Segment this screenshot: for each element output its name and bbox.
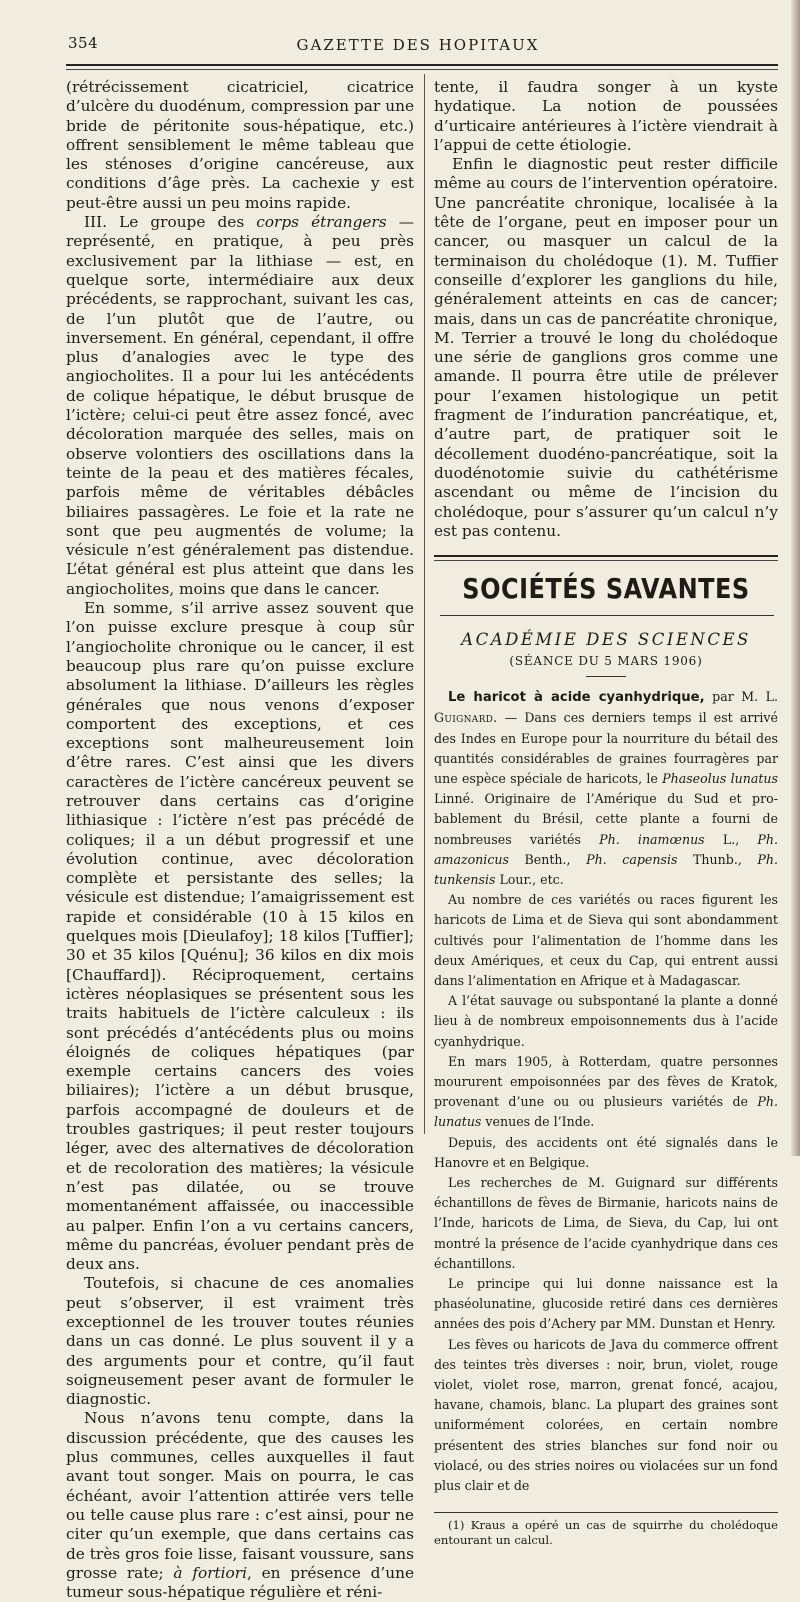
page-edge-shadow bbox=[790, 0, 800, 1156]
article-body bbox=[434, 687, 778, 1496]
right-paragraph: tente, il faudra songer à un kyste hydatique. La notion de poussées d’urticaire antérieures à l’ictère viendrait à l’appui de cette étiologie. bbox=[434, 78, 778, 154]
right-column bbox=[434, 78, 778, 1548]
italic-text: Ph. amazonicus bbox=[434, 831, 778, 867]
left-paragraph: (rétrécissement cicatriciel, cicatrice d’ulcère du duodénum, compression par une bride de péritonite sous-hépatique, etc.) offrent sensiblement le même tableau que les sténoses d’origine cancéreuse, aux conditions d’âge près. La cachexie y est peut-être aussi un peu moins rapide. bbox=[66, 78, 414, 212]
session-date: (SÉANCE DU 5 MARS 1906) bbox=[509, 654, 703, 669]
italic-text: Phaseolus lunatus bbox=[662, 770, 778, 786]
right-paragraph: Enfin le diagnostic peut rester difficile même au cours de l’intervention opératoire. Une pancréatite chronique, localisée à la tête de l’organe, peut en imposer pour un cancer, ou masquer un calcul de la terminaison du cholédoque (1). M. Tuffier conseille d’explorer les ganglions du hile, généralement atteints en cas de cancer; mais, dans un cas de pancréatite chronique, M. Terrier a trouvé le long du cholédoque une série de ganglions gros comme une amande. Il pourra être utile de prélever pour l’examen histologique un petit fragment de l’induration pancréatique, et, d’autre part, de pratiquer soit le décollement duodéno-pancréatique, soit la duodénotomie suivie du cathétérisme ascendant ou même de l’incision du cholédoque, pour s’assurer qu’un calcul n’y est pas contenu. bbox=[434, 155, 778, 540]
article-paragraph: Le principe qui lui donne naissance est la phaséolunatine, glucoside retiré dans ces dernières années des pois d’Achery par MM. Dunstan et Henry. bbox=[434, 1276, 778, 1332]
footnote: (1) Kraus a opéré un cas de squirrhe du cholédoque entourant un calcul. bbox=[434, 1518, 778, 1548]
left-paragraph: III. Le groupe des corps étrangers — représenté, en pratique, à peu près exclusivement par la lithiase — est, en quelque sorte, intermédiaire aux deux précédents, se rapprochant, suivant les cas, de l’un plutôt que de l’autre, ou inversement. En général, cependant, il offre plus d’analogies avec le type des angiocholites. Il a pour lui les antécédents de colique hépatique, le début brusque de l’ictère; celui-ci peut être assez foncé, avec décoloration marquée des selles, mais on observe volontiers des oscillations dans la teinte de la peau et des matières fécales, parfois même de véritables débâcles biliaires passagères. Le foie et la rate ne sont que peu augmentés de volume; la vésicule n’est généralement pas distendue. L’état général est plus atteint que dans les angiocholites, moins que dans le cancer. bbox=[66, 213, 414, 598]
italic-text: Ph. capensis bbox=[586, 851, 678, 867]
title-rule bbox=[440, 615, 774, 616]
page-number: 354 bbox=[68, 34, 99, 52]
section-rule bbox=[434, 555, 778, 557]
left-column bbox=[66, 78, 414, 1602]
article-paragraph: A l’état sauvage ou subspontané la plante a donné lieu à de nombreux empoisonnements dus à l’acide cyanhydrique. bbox=[434, 993, 778, 1049]
article-paragraph: Les recherches de M. Guignard sur différents échantillons de fèves de Birmanie, haricots nains de l’Inde, haricots de Lima, de Sieva, du Cap, lui ont montré la présence de l’acide cyanhydrique dans ces échantillons. bbox=[434, 1175, 778, 1271]
running-head: GAZETTE DES HOPITAUX bbox=[296, 36, 540, 54]
header-rule-thin bbox=[66, 69, 778, 70]
article-paragraph-text: — Dans ces derniers temps il est arrivé des Indes en Europe pour la nourriture du bétail des quantités considérables de graines fourragères par une espèce spéciale de haricots, le Phaseolus lunatus Linné. Originaire de l’Amérique du Sud et probablement du Brésil, cette plante a fourni de nombreuses variétés Ph. inamœnus L., Ph. amazonicus Benth., Ph. capensis Thunb., Ph. tunkensis Lour., etc. bbox=[434, 710, 779, 887]
article-paragraph: Depuis, des accidents ont été signalés dans le Hanovre et en Belgique. bbox=[434, 1134, 778, 1170]
article-byline: par M. L. bbox=[712, 689, 778, 705]
section-title: SOCIÉTÉS SAVANTES bbox=[462, 573, 750, 606]
italic-text: corps étrangers bbox=[256, 213, 387, 232]
article-paragraph: En mars 1905, à Rotterdam, quatre personnes moururent empoisonnées par des fèves de Kratok, provenant d’une ou ou plusieurs variétés de Ph. lunatus venues de l’Inde. bbox=[434, 1053, 778, 1130]
article-author: Guignard. bbox=[434, 710, 498, 726]
column-divider bbox=[424, 74, 425, 1134]
academy-heading: ACADÉMIE DES SCIENCES bbox=[461, 630, 751, 650]
article-first-paragraph bbox=[434, 687, 778, 890]
short-rule bbox=[586, 676, 626, 677]
italic-text: Ph. tunkensis bbox=[434, 851, 778, 887]
article-paragraph: Au nombre de ces variétés ou races figurent les haricots de Lima et de Sieva qui sont abondamment cultivés pour l’alimentation de l’homme dans les deux Amériques, et ceux du Cap, qui entrent aussi dans l’alimentation en Afrique et à Madagascar. bbox=[434, 892, 778, 988]
section-rule-thin bbox=[434, 560, 778, 561]
left-paragraph: En somme, s’il arrive assez souvent que l’on puisse exclure presque à coup sûr l’angiocholite chronique ou le cancer, il est beaucoup plus rare qu’on puisse exclure absolument la lithiase. D’ailleurs les règles générales que nous venons d’exposer comportent des exceptions, et ces exceptions sont malheureusement loin d’être rares. C’est ainsi que les divers caractères de l’ictère cancéreux peuvent se retrouver dans certains cas d’origine lithiasique : l’ictère n’est pas précédé de coliques; il a un début progressif et une évolution continue, avec décoloration complète et persistante des selles; la vésicule est distendue; l’amaigrissement est rapide et considérable (10 à 15 kilos en quelques mois [Dieulafoy]; 18 kilos [Tuffier]; 30 et 35 kilos [Quénu]; 36 kilos en dix mois [Chauffard]). Réciproquement, certains ictères néoplasiques se présentent sous les traits habituels de l’ictère calculeux : ils sont précédés d’antécédents plus ou moins éloignés de coliques hépatiques (par exemple certains cancers des voies biliaires); l’ictère a un début brusque, parfois accompagné de douleurs et de troubles gastriques; il peut rester toujours léger, avec des alternatives de décoloration et de recoloration des matières; la vésicule n’est pas dilatée, ou se trouve momentanément affaissée, ou inaccessible au palper. Enfin l’on a vu certains cancers, même du pancréas, évoluer pendant près de deux ans. bbox=[66, 599, 414, 1274]
header-rule bbox=[66, 64, 778, 66]
left-paragraph: Nous n’avons tenu compte, dans la discussion précédente, que des causes les plus communes, celles auxquelles il faut avant tout songer. Mais on pourra, le cas échéant, avoir l’attention attirée vers telle ou telle cause plus rare : c’est ainsi, pour ne citer qu’un exemple, que dans certains cas de très gros foie lisse, faisant voussure, sans grosse rate; à fortiori, en présence d’une tumeur sous-hépatique régulière et réni- bbox=[66, 1409, 415, 1602]
italic-text: Ph. inamœnus bbox=[599, 831, 705, 847]
right-body bbox=[434, 78, 778, 541]
article-title: Le haricot à acide cyanhydrique, bbox=[448, 690, 705, 706]
italic-text: à fortiori bbox=[173, 1563, 247, 1582]
article-paragraph: Les fèves ou haricots de Java du commerce offrent des teintes très diverses : noir, brun, violet, rouge violet, violet rose, marron, grenat foncé, acajou, havane, chamois, blanc. La plupart des graines sont uniformément colorées, en certain nombre présentent des stries blanches sur fond noir ou violacé, ou des stries noires ou violacées sur un fond plus clair et de bbox=[434, 1336, 778, 1494]
page-header bbox=[62, 34, 774, 64]
footnote-rule bbox=[434, 1512, 778, 1513]
left-paragraph: Toutefois, si chacune de ces anomalies peut s’observer, il est vraiment très exceptionnel de les trouver toutes réunies dans un cas donné. Le plus souvent il y a des arguments pour et contre, qu’il faut soigneusement peser avant de formuler le diagnostic. bbox=[66, 1274, 414, 1409]
italic-text: Ph. lunatus bbox=[434, 1094, 778, 1130]
